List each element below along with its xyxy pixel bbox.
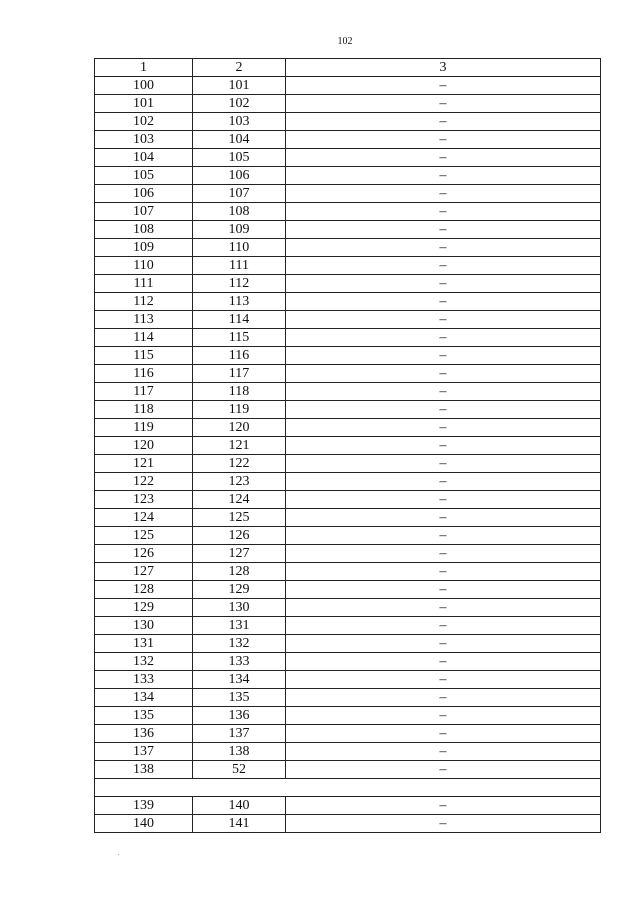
table-cell: 140	[95, 815, 193, 833]
table-cell: 116	[193, 347, 286, 365]
table-cell: –	[286, 671, 601, 689]
table-row	[95, 275, 601, 293]
table-cell: 109	[193, 221, 286, 239]
table-cell: 123	[95, 491, 193, 509]
table-cell: 103	[95, 131, 193, 149]
table-row	[95, 617, 601, 635]
table-cell: 119	[193, 401, 286, 419]
table-row	[95, 221, 601, 239]
table-cell: 125	[95, 527, 193, 545]
table-cell: 131	[193, 617, 286, 635]
table-cell: 101	[95, 95, 193, 113]
table-cell: 114	[95, 329, 193, 347]
table-row	[95, 257, 601, 275]
table-cell: –	[286, 293, 601, 311]
table-cell: 112	[193, 275, 286, 293]
table-cell: 135	[193, 689, 286, 707]
table-header-row	[95, 59, 601, 77]
table-cell: –	[286, 149, 601, 167]
table-cell: 127	[193, 545, 286, 563]
table-row	[95, 473, 601, 491]
table-cell: 114	[193, 311, 286, 329]
table-cell: –	[286, 437, 601, 455]
table-row	[95, 761, 601, 779]
table-cell: 119	[95, 419, 193, 437]
table-cell: 118	[95, 401, 193, 419]
table-cell: –	[286, 563, 601, 581]
table-row	[95, 113, 601, 131]
table-cell: 133	[193, 653, 286, 671]
table-body	[95, 59, 601, 833]
column-header: 1	[95, 59, 193, 77]
table-cell: –	[286, 383, 601, 401]
table-cell: 132	[193, 635, 286, 653]
table-row	[95, 383, 601, 401]
table-cell: 134	[95, 689, 193, 707]
table-cell: –	[286, 275, 601, 293]
table-row	[95, 311, 601, 329]
table-cell: 136	[193, 707, 286, 725]
spacer-row	[95, 779, 601, 797]
table-row	[95, 203, 601, 221]
table-cell: 133	[95, 671, 193, 689]
table-cell: –	[286, 473, 601, 491]
table-cell: –	[286, 707, 601, 725]
table-cell: –	[286, 617, 601, 635]
table-cell: –	[286, 167, 601, 185]
table-cell: 136	[95, 725, 193, 743]
table-cell: –	[286, 347, 601, 365]
table-cell: 107	[95, 203, 193, 221]
table-cell: –	[286, 401, 601, 419]
table-row	[95, 527, 601, 545]
table-cell: –	[286, 113, 601, 131]
table-cell: 130	[193, 599, 286, 617]
table-cell: 102	[193, 95, 286, 113]
table-cell: 109	[95, 239, 193, 257]
table-cell: 117	[193, 365, 286, 383]
table-cell: 107	[193, 185, 286, 203]
table-row	[95, 563, 601, 581]
table-cell: 110	[193, 239, 286, 257]
table-cell: –	[286, 599, 601, 617]
table-row	[95, 599, 601, 617]
table-cell: 132	[95, 653, 193, 671]
table-cell: –	[286, 581, 601, 599]
page-number: 102	[337, 36, 353, 47]
table-row	[95, 707, 601, 725]
table-cell: 106	[193, 167, 286, 185]
table-cell: 129	[193, 581, 286, 599]
table-cell: 135	[95, 707, 193, 725]
table-row	[95, 653, 601, 671]
table-cell: 124	[95, 509, 193, 527]
table-cell: –	[286, 527, 601, 545]
table-row	[95, 689, 601, 707]
table-cell: 108	[193, 203, 286, 221]
table-cell: 127	[95, 563, 193, 581]
table-row	[95, 545, 601, 563]
table-row	[95, 725, 601, 743]
table-cell: –	[286, 491, 601, 509]
table-row	[95, 77, 601, 95]
table-cell: 140	[193, 797, 286, 815]
spacer-cell	[95, 779, 601, 797]
table-row	[95, 347, 601, 365]
table-cell: –	[286, 653, 601, 671]
table-row	[95, 581, 601, 599]
table-row	[95, 329, 601, 347]
table-cell: –	[286, 365, 601, 383]
table-cell: 124	[193, 491, 286, 509]
table-cell: 137	[193, 725, 286, 743]
table-row	[95, 239, 601, 257]
table-row	[95, 797, 601, 815]
table-cell: 52	[193, 761, 286, 779]
table-cell: –	[286, 455, 601, 473]
table-row	[95, 149, 601, 167]
table-cell: 141	[193, 815, 286, 833]
table-cell: 116	[95, 365, 193, 383]
table-row	[95, 131, 601, 149]
table-cell: 130	[95, 617, 193, 635]
table-cell: –	[286, 509, 601, 527]
table-cell: 111	[95, 275, 193, 293]
column-header: 3	[286, 59, 601, 77]
table-cell: 134	[193, 671, 286, 689]
table-cell: 138	[193, 743, 286, 761]
table-cell: –	[286, 185, 601, 203]
table-cell: –	[286, 95, 601, 113]
table-row	[95, 743, 601, 761]
table-cell: 121	[95, 455, 193, 473]
table-row	[95, 635, 601, 653]
table-cell: 118	[193, 383, 286, 401]
table-cell: 113	[95, 311, 193, 329]
table-cell: –	[286, 239, 601, 257]
table-cell: –	[286, 311, 601, 329]
table-cell: 123	[193, 473, 286, 491]
table-cell: 121	[193, 437, 286, 455]
table-cell: –	[286, 797, 601, 815]
table-cell: 108	[95, 221, 193, 239]
table-cell: 117	[95, 383, 193, 401]
table-row	[95, 293, 601, 311]
table-cell: 131	[95, 635, 193, 653]
table-cell: 129	[95, 599, 193, 617]
table-cell: 125	[193, 509, 286, 527]
table-cell: –	[286, 203, 601, 221]
table-row	[95, 365, 601, 383]
table-cell: –	[286, 545, 601, 563]
table-row	[95, 437, 601, 455]
table-row	[95, 185, 601, 203]
table-cell: 100	[95, 77, 193, 95]
table-cell: –	[286, 689, 601, 707]
column-header: 2	[193, 59, 286, 77]
table-cell: 137	[95, 743, 193, 761]
table-row	[95, 491, 601, 509]
table-cell: –	[286, 77, 601, 95]
table-row	[95, 815, 601, 833]
table-cell: –	[286, 257, 601, 275]
table-cell: 138	[95, 761, 193, 779]
table-cell: –	[286, 221, 601, 239]
table-cell: 105	[193, 149, 286, 167]
table-row	[95, 401, 601, 419]
table-cell: 104	[95, 149, 193, 167]
table-cell: 115	[95, 347, 193, 365]
table-cell: –	[286, 635, 601, 653]
table-cell: 122	[193, 455, 286, 473]
table-cell: 120	[95, 437, 193, 455]
table-cell: –	[286, 419, 601, 437]
table-cell: 106	[95, 185, 193, 203]
table-cell: 112	[95, 293, 193, 311]
table-row	[95, 167, 601, 185]
table-cell: 101	[193, 77, 286, 95]
table-cell: 113	[193, 293, 286, 311]
table-cell: 104	[193, 131, 286, 149]
table-cell: 122	[95, 473, 193, 491]
table-cell: –	[286, 815, 601, 833]
table-row	[95, 509, 601, 527]
table-cell: –	[286, 329, 601, 347]
table-cell: 139	[95, 797, 193, 815]
table-cell: 120	[193, 419, 286, 437]
table-cell: 110	[95, 257, 193, 275]
table-cell: 103	[193, 113, 286, 131]
table-cell: 126	[95, 545, 193, 563]
table-cell: –	[286, 761, 601, 779]
table-row	[95, 671, 601, 689]
table-row	[95, 95, 601, 113]
table-cell: 111	[193, 257, 286, 275]
stray-mark	[118, 854, 119, 855]
table-cell: 102	[95, 113, 193, 131]
table-cell: 128	[193, 563, 286, 581]
table-cell: 128	[95, 581, 193, 599]
table-cell: 115	[193, 329, 286, 347]
table-cell: –	[286, 743, 601, 761]
table-cell: 126	[193, 527, 286, 545]
table-cell: 105	[95, 167, 193, 185]
table-cell: –	[286, 131, 601, 149]
table-row	[95, 455, 601, 473]
table-row	[95, 419, 601, 437]
table-cell: –	[286, 725, 601, 743]
data-table	[94, 58, 601, 833]
